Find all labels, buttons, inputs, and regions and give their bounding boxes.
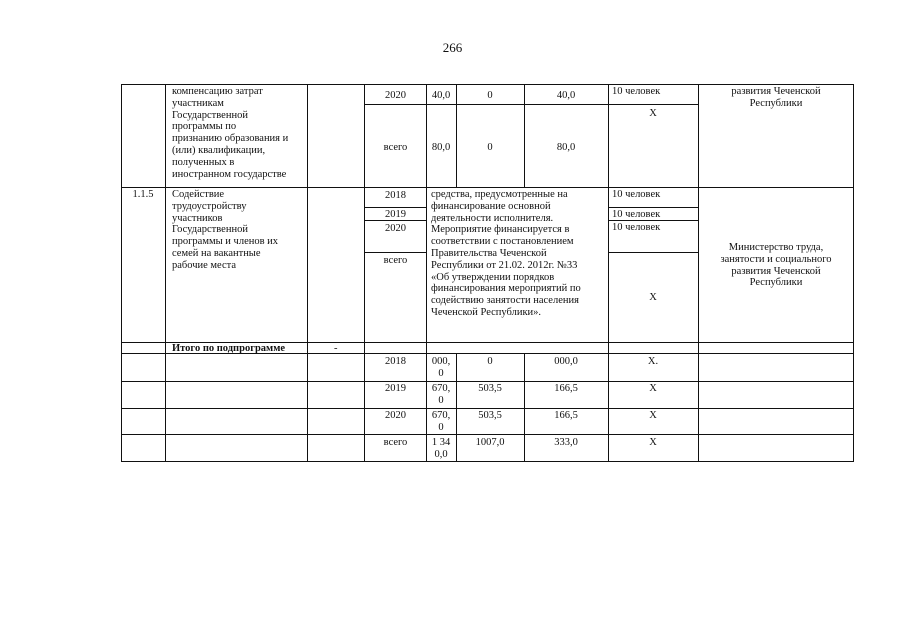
row2-year-2019: 2019 — [385, 209, 406, 220]
subtotal-year: всего — [383, 437, 408, 448]
row2-executor: Министерство труда, занятости и социального развития Чеченской Республики — [720, 242, 832, 289]
row1-fed-2020: 0 — [487, 90, 493, 101]
subtotal-x: Х — [649, 437, 657, 448]
row2-description: Содействие трудоустройству участников Государственной программы и членов их семей на вакантные рабочие места — [172, 189, 279, 271]
subtotal-fed: 503,5 — [478, 410, 502, 421]
subtotal-year: 2018 — [385, 356, 406, 367]
row2-x: Х — [649, 292, 657, 303]
subtotal-x: Х — [649, 383, 657, 394]
rule — [121, 434, 853, 435]
row1-reg-all: 80,0 — [556, 142, 576, 153]
row2-funding-note: средства, предусмотренные на финансирование основной деятельности исполнителя. Мероприятие финансируется в соответствии с постановлением Правительства Чеченской Республики от 21.02. 2012г. №33 «Об утверждении порядков финансирования мероприятий по содействию занятости населения Чеченской Республики». — [431, 189, 581, 318]
subtotal-x: Х — [649, 410, 657, 421]
row2-indicator-2018: 10 человек — [612, 189, 661, 200]
subtotal-reg: 166,5 — [554, 410, 578, 421]
row1-total-all: 80,0 — [431, 142, 451, 153]
rule — [364, 252, 426, 253]
rule — [364, 207, 426, 208]
row2-year-2020: 2020 — [385, 223, 406, 234]
subtotal-reg: 333,0 — [554, 437, 578, 448]
subtotal-year: 2020 — [385, 410, 406, 421]
page-number: 266 — [442, 40, 463, 55]
row1-fed-all: 0 — [487, 142, 493, 153]
subtotal-x: Х. — [647, 356, 659, 367]
row2-year-total: всего — [383, 255, 408, 266]
row1-year-2020: 2020 — [385, 90, 406, 101]
row1-description: компенсацию затрат участникам Государственной программы по признанию образования и (или) квалификации, полученных в иностранном государстве — [172, 86, 289, 180]
row2-number: 1.1.5 — [132, 189, 154, 200]
row1-year-total: всего — [383, 142, 408, 153]
subtotal-label: Итого по подпрограмме — [172, 343, 286, 354]
rule — [165, 84, 166, 462]
subtotal-total: 000, 0 — [431, 356, 451, 379]
subtotal-year: 2019 — [385, 383, 406, 394]
row1-total-2020: 40,0 — [431, 90, 451, 101]
subtotal-total: 670, 0 — [431, 410, 451, 433]
table-bottom-border — [121, 461, 853, 462]
subtotal-fed: 1007,0 — [475, 437, 505, 448]
subtotal-total: 1 34 0,0 — [431, 437, 451, 460]
rule — [121, 84, 122, 462]
row1-executor: развития Чеченской Республики — [731, 86, 821, 109]
rule — [608, 252, 698, 253]
row1-indicator: 10 человек — [612, 86, 661, 97]
subtotal-total: 670, 0 — [431, 383, 451, 406]
row2-indicator-2020: 10 человек — [612, 222, 661, 233]
row1-reg-2020: 40,0 — [556, 90, 576, 101]
rule — [364, 84, 365, 462]
rule — [608, 84, 609, 462]
table-right-border — [853, 84, 854, 462]
rule — [608, 207, 698, 208]
rule — [364, 104, 698, 105]
rule — [307, 84, 308, 462]
rule — [121, 381, 853, 382]
rule — [121, 408, 853, 409]
row2-indicator-2019: 10 человек — [612, 209, 661, 220]
rule — [121, 187, 853, 188]
subtotal-fed: 503,5 — [478, 383, 502, 394]
row1-x: Х — [649, 108, 657, 119]
subtotal-reg: 166,5 — [554, 383, 578, 394]
subtotal-fed: 0 — [487, 356, 493, 367]
table-top-border — [121, 84, 853, 85]
row2-year-2018: 2018 — [385, 190, 406, 201]
subtotal-dash: - — [334, 343, 338, 354]
subtotal-reg: 000,0 — [554, 356, 578, 367]
